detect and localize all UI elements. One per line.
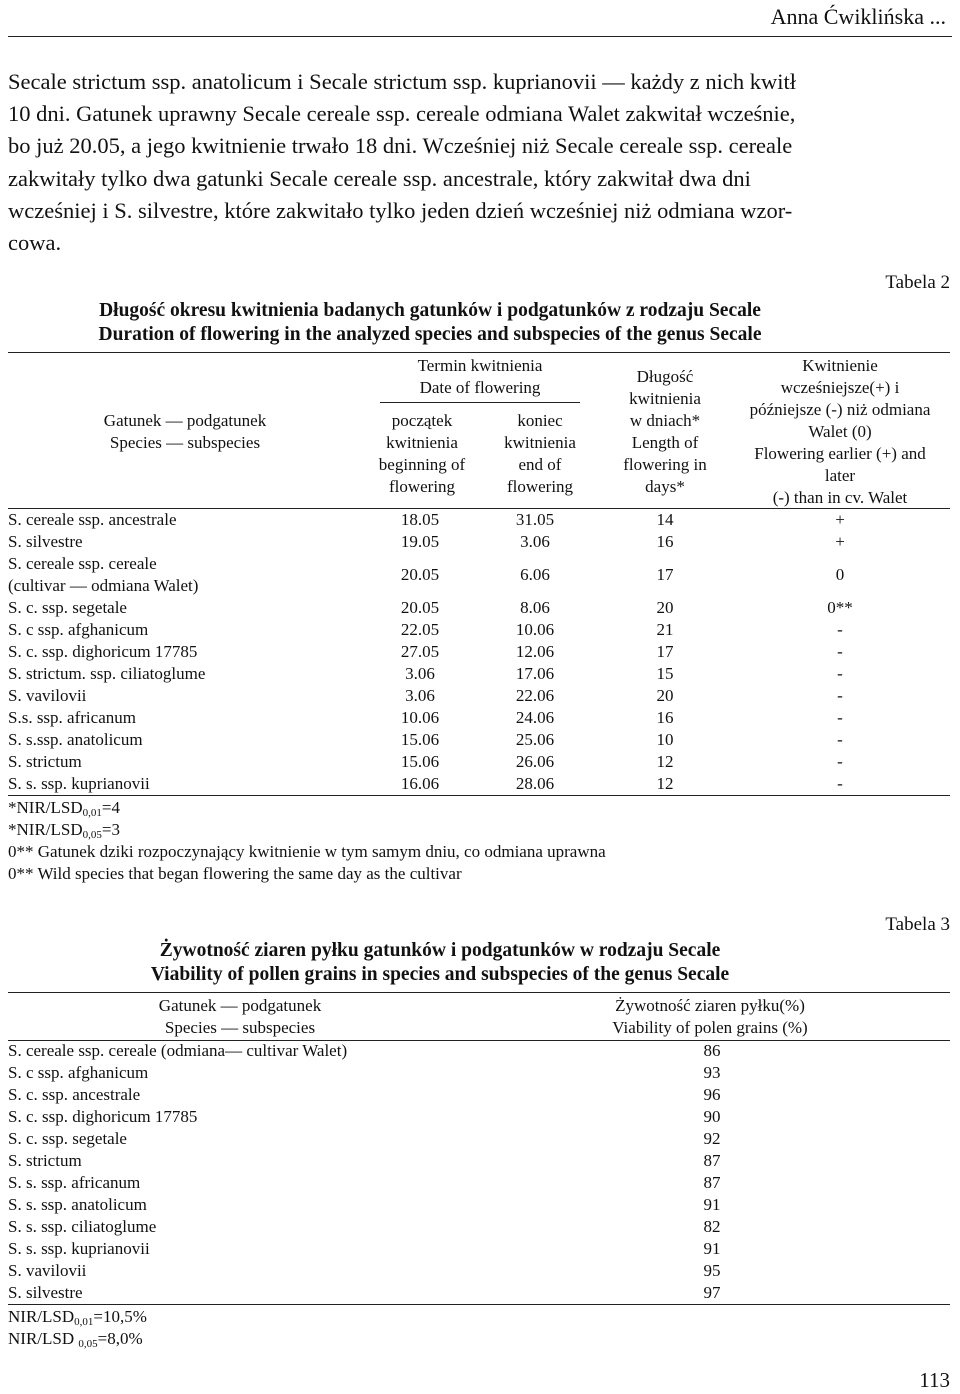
table2-head-compare: Flowering earlier (+) and <box>754 444 926 463</box>
viability-value: 95 <box>703 1261 721 1280</box>
species-name: S. vavilovii <box>8 686 87 705</box>
table-row <box>0 1238 960 1260</box>
flowering-begin: 3.06 <box>405 664 435 683</box>
flowering-compare: 0** <box>827 598 853 617</box>
table3-title-pl: Żywotność ziaren pyłku gatunków i podgatunków w rodzaju Secale <box>159 940 721 961</box>
species-name: S. s. ssp. africanum <box>8 1173 141 1192</box>
flowering-end: 8.06 <box>520 598 550 617</box>
lsd-note: NIR/LSD $_{0,05}$=8,0% <box>8 1329 143 1350</box>
table-row <box>0 531 960 553</box>
lsd-note: $*NIR/LSD_{0,05}=3$ <box>8 820 120 841</box>
species-name: S. s. ssp. kuprianovii <box>8 1239 150 1258</box>
species-name: S. strictum. ssp. ciliatoglume <box>8 664 206 683</box>
table2-title-en: Duration of flowering in the analyzed species and subspecies of the genus Secale <box>98 324 762 345</box>
species-name: S. silvestre <box>8 1283 83 1302</box>
flowering-end: 17.06 <box>515 664 555 683</box>
table2-head-end: end of <box>518 455 562 474</box>
flowering-begin: 22.05 <box>400 620 440 639</box>
viability-value: 97 <box>703 1283 721 1302</box>
viability-value: 93 <box>703 1063 721 1082</box>
species-name: S. cereale ssp. cereale (odmiana— cultivar Walet) <box>8 1041 348 1060</box>
table-row <box>0 729 960 751</box>
flowering-end: 6.06 <box>520 565 550 584</box>
viability-value: 90 <box>703 1107 721 1126</box>
paragraph-line: 10 dni. Gatunek uprawny Secale cereale ssp. cereale odmiana Walet zakwitał wcześnie, <box>8 101 796 127</box>
table-row <box>0 641 960 663</box>
flowering-begin: 20.05 <box>400 565 440 584</box>
table-row <box>0 707 960 729</box>
flowering-days: 16 <box>656 708 674 727</box>
table3-title-en: Viability of pollen grains in species and subspecies of the genus Secale <box>150 964 730 985</box>
flowering-begin: 18.05 <box>400 510 440 529</box>
table3-head-viability-en: Viability of polen grains (%) <box>612 1018 808 1037</box>
body-paragraph <box>8 66 950 259</box>
flowering-begin: 15.06 <box>400 730 440 749</box>
viability-value: 87 <box>703 1173 721 1192</box>
flowering-days: 17 <box>656 565 674 584</box>
viability-value: 82 <box>703 1217 721 1236</box>
flowering-end: 28.06 <box>515 774 555 793</box>
table3-head-viability-pl: Żywotność ziaren pyłku(%) <box>615 996 805 1015</box>
lsd-note: NIR/$LSD_{0,01}=10,5\%$ <box>8 1307 147 1328</box>
flowering-end: 12.06 <box>515 642 555 661</box>
flowering-compare: - <box>837 642 843 661</box>
species-name: S. s.ssp. anatolicum <box>8 730 143 749</box>
table2-head-length: kwitnienia <box>629 389 701 408</box>
table2-head-length: Length of <box>631 433 699 452</box>
table2-head-length: days* <box>645 477 685 496</box>
table2-head-begin: flowering <box>388 477 456 496</box>
flowering-compare: + <box>835 510 845 529</box>
flowering-compare: - <box>837 730 843 749</box>
species-name: S. s. ssp. kuprianovii <box>8 774 150 793</box>
table3-head-species-pl: Gatunek — podgatunek <box>158 996 322 1015</box>
table2-head-begin: kwitnienia <box>386 433 458 452</box>
species-name: S. s. ssp. anatolicum <box>8 1195 147 1214</box>
flowering-begin: 3.06 <box>405 686 435 705</box>
viability-value: 91 <box>703 1239 721 1258</box>
table-row <box>0 1172 960 1194</box>
species-name: S. c. ssp. segetale <box>8 598 127 617</box>
viability-value: 91 <box>703 1195 721 1214</box>
table2-head-compare: later <box>824 466 856 485</box>
table-row <box>0 773 960 795</box>
table2-label: Tabela 2 <box>885 272 950 293</box>
table-row <box>0 619 960 641</box>
table2-head-species-pl: Gatunek — podgatunek <box>103 411 267 430</box>
table-row <box>0 1216 960 1238</box>
table2-head-begin: beginning of <box>378 455 466 474</box>
table-row <box>0 1084 960 1106</box>
footnote-en: 0** Wild species that began flowering the same day as the cultivar <box>8 864 462 883</box>
paragraph-line: zakwitały tylko dwa gatunki Secale cereale ssp. ancestrale, który zakwitał dwa dni <box>8 165 751 191</box>
flowering-days: 17 <box>656 642 674 661</box>
species-name: S. cereale ssp. ancestrale <box>8 510 177 529</box>
species-name: S. c. ssp. ancestrale <box>8 1085 141 1104</box>
flowering-begin: 27.05 <box>400 642 440 661</box>
table-row <box>0 685 960 707</box>
table-row <box>0 553 960 597</box>
table-row <box>0 1062 960 1084</box>
table2-head-term-pl: Termin kwitnienia <box>417 356 543 375</box>
species-name: S.s. ssp. africanum <box>8 708 136 727</box>
table-row <box>0 1106 960 1128</box>
table2-top-rule <box>8 352 950 353</box>
table-row <box>0 751 960 773</box>
flowering-days: 12 <box>656 752 674 771</box>
flowering-begin: 10.06 <box>400 708 440 727</box>
species-name: S. c. ssp. segetale <box>8 1129 127 1148</box>
table-row <box>0 663 960 685</box>
flowering-compare: - <box>837 620 843 639</box>
table2-head-end: koniec <box>517 411 563 430</box>
species-name: S. vavilovii <box>8 1261 87 1280</box>
flowering-compare: - <box>837 664 843 683</box>
flowering-end: 26.06 <box>515 752 555 771</box>
flowering-days: 20 <box>656 686 674 705</box>
species-name: S. strictum <box>8 1151 82 1170</box>
flowering-end: 25.06 <box>515 730 555 749</box>
species-name-line2: (cultivar — odmiana Walet) <box>8 576 199 595</box>
flowering-compare: - <box>837 686 843 705</box>
table2-bottom-rule <box>8 795 950 796</box>
species-name: S. cereale ssp. cereale <box>8 554 157 573</box>
flowering-days: 14 <box>656 510 674 529</box>
species-name: S. c. ssp. dighoricum 17785 <box>8 642 198 661</box>
table2-head-compare: (-) than in cv. Walet <box>772 488 908 507</box>
viability-value: 87 <box>703 1151 721 1170</box>
flowering-end: 3.06 <box>520 532 550 551</box>
header-rule <box>8 36 952 37</box>
species-name: S. s. ssp. ciliatoglume <box>8 1217 157 1236</box>
flowering-days: 21 <box>656 620 674 639</box>
table2-head-compare: Kwitnienie <box>802 356 878 375</box>
table2-head-compare: Walet (0) <box>808 422 872 441</box>
table3-head-species-en: Species — subspecies <box>164 1018 316 1037</box>
flowering-begin: 16.06 <box>400 774 440 793</box>
species-name: S. silvestre <box>8 532 83 551</box>
table2-head-term-en: Date of flowering <box>419 378 541 397</box>
table2-head-length: flowering in <box>623 455 707 474</box>
table-row <box>0 1128 960 1150</box>
species-name: S. c ssp. afghanicum <box>8 620 149 639</box>
paragraph-line: wcześniej i S. silvestre, które zakwitało tylko jeden dzień wcześniej niż odmiana wzor- <box>8 197 793 223</box>
flowering-end: 22.06 <box>515 686 555 705</box>
paragraph-line: cowa. <box>8 230 62 256</box>
table2-head-begin: początek <box>391 411 453 430</box>
table-row <box>0 1040 960 1062</box>
viability-value: 96 <box>703 1085 721 1104</box>
table2-head-length: Długość <box>636 367 694 386</box>
lsd-note: $*NIR/LSD_{0,01}=4$ <box>8 798 120 819</box>
flowering-days: 12 <box>656 774 674 793</box>
table-row <box>0 1282 960 1304</box>
paragraph-line: bo już 20.05, a jego kwitnienie trwało 18 dni. Wcześniej niż Secale cereale ssp. cereale <box>8 133 793 159</box>
species-name: S. c. ssp. dighoricum 17785 <box>8 1107 198 1126</box>
table2-head-length: w dniach* <box>629 411 701 430</box>
flowering-days: 15 <box>656 664 674 683</box>
species-name: S. strictum <box>8 752 82 771</box>
flowering-compare: 0 <box>835 565 845 584</box>
page-number: 113 <box>919 1368 950 1392</box>
flowering-begin: 19.05 <box>400 532 440 551</box>
flowering-compare: - <box>837 774 843 793</box>
table2-head-end: kwitnienia <box>504 433 576 452</box>
flowering-days: 16 <box>656 532 674 551</box>
paragraph-line: Secale strictum ssp. anatolicum i Secale strictum ssp. kuprianovii — każdy z nich kwitł <box>8 69 796 94</box>
flowering-end: 31.05 <box>515 510 555 529</box>
table-row <box>0 1194 960 1216</box>
flowering-begin: 20.05 <box>400 598 440 617</box>
viability-value: 86 <box>703 1041 721 1060</box>
footnote-pl: 0** Gatunek dziki rozpoczynający kwitnienie w tym samym dniu, co odmiana uprawna <box>8 842 606 861</box>
table2-term-rule <box>380 402 580 403</box>
viability-value: 92 <box>703 1129 721 1148</box>
flowering-end: 10.06 <box>515 620 555 639</box>
table3-label: Tabela 3 <box>885 914 950 935</box>
flowering-compare: - <box>837 752 843 771</box>
running-head: Anna Ćwiklińska ... <box>770 4 946 29</box>
flowering-days: 20 <box>656 598 674 617</box>
table-row <box>0 1260 960 1282</box>
table-row <box>0 1150 960 1172</box>
table2-title-pl: Długość okresu kwitnienia badanych gatunków i podgatunków z rodzaju Secale <box>99 300 761 321</box>
table3-top-rule <box>8 992 950 993</box>
flowering-end: 24.06 <box>515 708 555 727</box>
table3-bottom-rule <box>8 1304 950 1305</box>
flowering-begin: 15.06 <box>400 752 440 771</box>
flowering-compare: - <box>837 708 843 727</box>
flowering-days: 10 <box>656 730 674 749</box>
table-row <box>0 509 960 531</box>
species-name: S. c ssp. afghanicum <box>8 1063 149 1082</box>
table2-head-compare: późniejsze (-) niż odmiana <box>749 400 931 419</box>
flowering-compare: + <box>835 532 845 551</box>
table2-head-species-en: Species — subspecies <box>109 433 261 452</box>
table2-head-compare: wcześniejsze(+) i <box>780 378 900 397</box>
table-row <box>0 597 960 619</box>
table2-head-end: flowering <box>506 477 574 496</box>
